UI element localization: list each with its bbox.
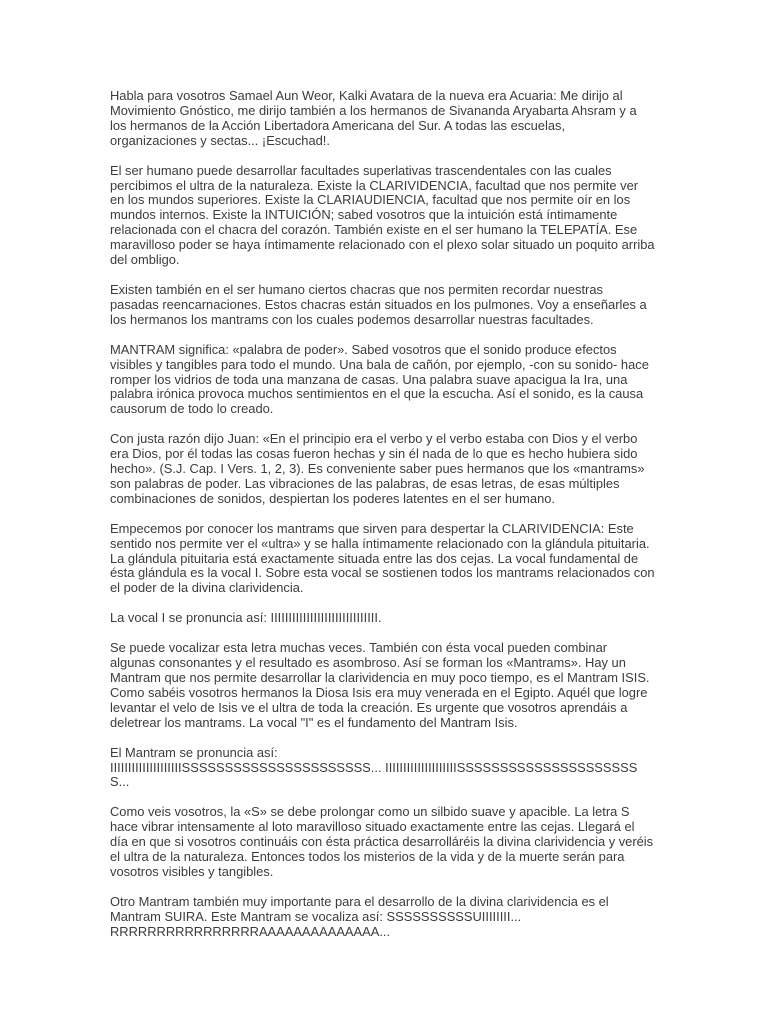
isis-pronunciation-sound: IIIIIIIIIIIIIIIIIIIISSSSSSSSSSSSSSSSSSSSSS... IIIIIIIIIIIIIIIIIIIISSSSSSSSSSSSSSSSSSSSSS... <box>110 759 638 790</box>
paragraph-isis-pronunciation <box>110 746 655 791</box>
suira-description: Otro Mantram también muy importante para el desarrollo de la divina clarividencia es el Mantram SUIRA. Este Mantram se vocaliza así: SSSSSSSSSSUIIIIIIII... <box>110 893 609 924</box>
paragraph-letter-s: Como veis vosotros, la «S» se debe prolongar como un silbido suave y apacible. La letra S hace vibrar intensamente al loto maravilloso situado exactamente entre las cejas. Llegará el día en que si vosotros continuáis con ésta práctica desarrolláréis la divina clarividencia y veréis el ultra de la naturaleza. Entonces todos los misterios de la vida y de la muerte serán para vosotros visibles y tangibles. <box>110 804 654 879</box>
paragraph-clarividencia: Empecemos por conocer los mantrams que sirven para despertar la CLARIVIDENCIA: Este sentido nos permite ver el «ultra» y se halla íntimamente relacionado con la glándula pituitaria. La glándula pituitaria está exactamente situada entre las dos cejas. La vocal fundamental de ésta glándula es la vocal I. Sobre esta vocal se sostienen todos los mantrams relacionados con el poder de la divina clarividencia. <box>110 520 655 596</box>
paragraph-mantram-definition: MANTRAM significa: «palabra de poder». Sabed vosotros que el sonido produce efectos visibles y tangibles para todo el mundo. Una bala de cañón, por ejemplo, -con su sonido- hace romper los vidrios de toda una manzana de casas. Una palabra suave apacigua la Ira, una palabra irónica provoca muchos sentimientos en el que la escucha. Así el sonido, es la causa causorum de todo lo creado. <box>110 341 649 417</box>
paragraph-juan-quote: Con justa razón dijo Juan: «En el principio era el verbo y el verbo estaba con Dios y el verbo era Dios, por él todas las cosas fueron hechas y sin él nada de lo que es hecho hubiera sido hecho». (S.J. Cap. I Vers. 1, 2, 3). Es conveniente saber pues hermanos que los «mantrams» son palabras de poder. Las vibraciones de las palabras, de esas letras, de esas múltiples combinaciones de sonidos, despiertan los poderes latentes en el ser humano. <box>110 431 645 506</box>
document-page <box>110 89 655 954</box>
paragraph-vocal-i: La vocal I se pronuncia así: IIIIIIIIIIIIIIIIIIIIIIIIIIIIII. <box>110 610 382 626</box>
paragraph-mantram-isis: Se puede vocalizar esta letra muchas veces. También con ésta vocal pueden combinar algunas consonantes y el resultado es asombroso. Así se forman los «Mantrams». Hay un Mantram que nos permite desarrollar la clarividencia en muy poco tiempo, es el Mantram ISIS. Como sabéis vosotros hermanos la Diosa Isis era muy venerada en el Egipto. Aquél que logre levantar el velo de Isis ve el ultra de toda la creación. Es urgente que vosotros aprendáis a deletrear los mantrams. La vocal "I" es el fundamento del Mantram Isis. <box>110 640 650 730</box>
paragraph-chacras: Existen también en el ser humano ciertos chacras que nos permiten recordar nuestras pasadas reencarnaciones. Estos chacras están situados en los pulmones. Voy a enseñarles a los hermanos los mantrams con los cuales podemos desarrollar nuestras facultades. <box>110 281 647 327</box>
paragraph-mantram-suira <box>110 895 655 940</box>
paragraph-faculties: El ser humano puede desarrollar facultades superlativas trascendentales con las cuales percibimos el ultra de la naturaleza. Existe la CLARIVIDENCIA, facultad que nos permite ver en los mundos superiores. Existe la CLARIAUDIENCIA, facultad que nos permite oír en los mundos internos. Existe la INTUICIÓN; sabed vosotros que la intuición está íntimamente relacionada con el chacra del corazón. También existe en el ser humano la TELEPATÍA. Ese maravilloso poder se haya íntimamente relacionado con el plexo solar situado un poquito arriba del ombligo. <box>110 162 655 268</box>
isis-pronunciation-intro: El Mantram se pronuncia así: <box>110 744 278 760</box>
paragraph-intro: Habla para vosotros Samael Aun Weor, Kalki Avatara de la nueva era Acuaria: Me dirijo al Movimiento Gnóstico, me dirijo también a los hermanos de Sivananda Aryabarta Ahsram y a los hermanos de la Acción Libertadora Americana del Sur. A todas las escuelas, organizaciones y sectas... ¡Escuchad!. <box>110 88 637 148</box>
suira-sound: RRRRRRRRRRRRRRRRAAAAAAAAAAAAAA... <box>110 923 391 939</box>
